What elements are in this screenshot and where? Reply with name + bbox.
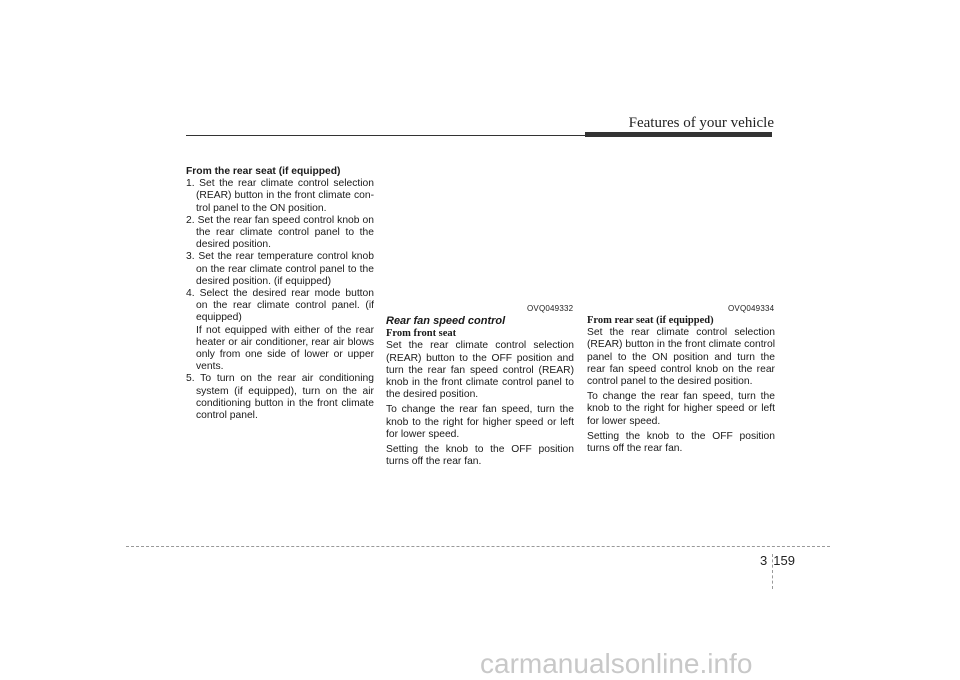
paragraph: To change the rear fan speed, turn the knob to the right for higher speed or left for lower speed. [386, 404, 574, 440]
paragraph: Set the rear climate control selection (REAR) button in the front climate control panel to the ON position and turn the rear fan speed control knob on the rear control panel to the desired position. [587, 327, 775, 388]
column-rear-seat-instructions [186, 166, 374, 422]
watermark: carmanualsonline.info [480, 648, 753, 679]
paragraph: Set the rear climate control selection (REAR) button to the OFF position and turn the rear fan speed control (REAR) knob in the front climate control panel to the desired position. [386, 340, 574, 401]
step-5: 5. To turn on the rear air conditioning system (if equipped), turn on the air conditioning button in the front climate control panel. [186, 373, 374, 422]
footer-rule [126, 546, 830, 547]
step-4-note: If not equipped with either of the rear heater or air conditioner, rear air blows only from one side of lower or upper vents. [196, 324, 374, 373]
front-seat-subheading: From front seat [386, 328, 457, 340]
chapter-number: 3 [760, 553, 768, 568]
paragraph: Setting the knob to the OFF position turns off the rear fan. [587, 430, 775, 455]
rear-seat-heading: From the rear seat (if equipped) [186, 166, 341, 177]
page-number-value: 159 [773, 553, 795, 568]
step-1: 1. Set the rear climate control selection (REAR) button in the front climate con-trol panel to the ON position. [186, 178, 374, 214]
step-2: 2. Set the rear fan speed control knob on the rear climate control panel to the desired position. [186, 214, 374, 251]
step-4: 4. Select the desired rear mode button on the rear climate control panel. (if equipped) [186, 288, 374, 324]
paragraph: Setting the knob to the OFF position turns off the rear fan. [386, 444, 574, 468]
step-3: 3. Set the rear temperature control knob on the rear climate control panel to the desired position. (if equipped) [186, 251, 374, 287]
rear-seat-subheading: From rear seat (if equipped) [587, 315, 714, 326]
column-rear-fan-rear-seat [587, 315, 775, 458]
page-number-divider [772, 554, 773, 589]
steps-list [186, 178, 374, 422]
figure-code-1: OVQ049332 [527, 304, 574, 313]
figure-code-2: OVQ049334 [728, 304, 775, 313]
section-title: Features of your vehicle [628, 115, 774, 131]
rear-fan-speed-heading: Rear fan speed control [386, 315, 506, 327]
header-rule-accent [585, 132, 772, 137]
paragraph: To change the rear fan speed, turn the knob to the right for higher speed or left for lower speed. [587, 391, 775, 427]
column-rear-fan-front-seat [386, 315, 574, 471]
page-number [760, 553, 795, 568]
